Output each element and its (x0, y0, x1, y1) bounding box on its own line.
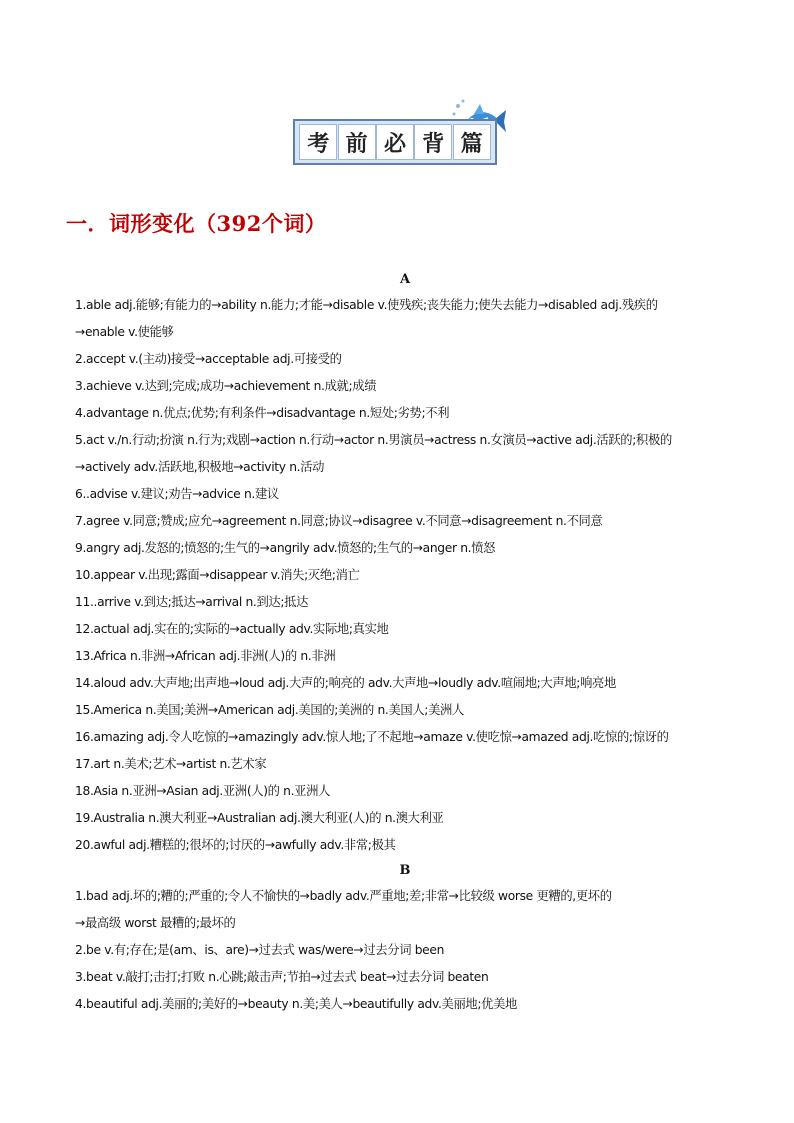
list-item: →actively adv.活跃地,积极地→activity n.活动 (75, 460, 325, 474)
banner-char: 背 (414, 124, 452, 160)
section-heading: 一．词形变化（392个词） (66, 211, 327, 236)
list-item: 14.aloud adv.大声地;出声地→loud adj.大声的;响亮的 adv.大声地→loudly adv.喧闹地;大声地;响亮地 (75, 676, 616, 690)
list-item: 18.Asia n.亚洲→Asian adj.亚洲(人)的 n.亚洲人 (75, 784, 331, 798)
list-item: 3.beat v.敲打;击打;打败 n.心跳;敲击声;节拍→过去式 beat→过去分词 beaten (75, 970, 489, 984)
list-item: 4.advantage n.优点;优势;有利条件→disadvantage n.短处;劣势;不利 (75, 406, 450, 420)
list-item: 11..arrive v.到达;抵达→arrival n.到达;抵达 (75, 595, 309, 609)
list-item: 10.appear v.出现;露面→disappear v.消失;灭绝;消亡 (75, 568, 360, 582)
list-item: 7.agree v.同意;赞成;应允→agreement n.同意;协议→disagree v.不同意→disagreement n.不同意 (75, 514, 603, 528)
list-item: →enable v.使能够 (75, 325, 174, 339)
list-item: 15.America n.美国;美洲→American adj.美国的;美洲的 n.美国人;美洲人 (75, 703, 464, 717)
banner-char: 必 (376, 124, 414, 160)
list-item: 1.able adj.能够;有能力的→ability n.能力;才能→disable v.使残疾;丧失能力;使失去能力→disabled adj.残疾的 (75, 298, 658, 312)
list-item: 4.beautiful adj.美丽的;美好的→beauty n.美;美人→beautifully adv.美丽地;优美地 (75, 997, 517, 1011)
list-item: →最高级 worst 最糟的;最坏的 (75, 916, 236, 930)
list-item: 19.Australia n.澳大利亚→Australian adj.澳大利亚(人)的 n.澳大利亚 (75, 811, 444, 825)
list-item: 17.art n.美术;艺术→artist n.艺术家 (75, 757, 267, 771)
list-item: 20.awful adj.糟糕的;很坏的;讨厌的→awfully adv.非常;极其 (75, 838, 396, 852)
list-item: 2.accept v.(主动)接受→acceptable adj.可接受的 (75, 352, 342, 366)
list-item: 1.bad adj.坏的;糟的;严重的;令人不愉快的→badly adv.严重地;差;非常→比较级 worse 更糟的,更坏的 (75, 889, 612, 903)
list-item: 16.amazing adj.令人吃惊的→amazingly adv.惊人地;了不起地→amaze v.使吃惊→amazed adj.吃惊的;惊讶的 (75, 730, 669, 744)
list-item: 3.achieve v.达到;完成;成功→achievement n.成就;成绩 (75, 379, 377, 393)
banner-char: 前 (338, 124, 376, 160)
banner-char: 考 (299, 124, 337, 160)
list-item: 5.act v./n.行动;扮演 n.行为;戏剧→action n.行动→actor n.男演员→actress n.女演员→active adj.活跃的;积极的 (75, 433, 672, 447)
vocabulary-list (75, 268, 735, 1018)
list-item: 13.Africa n.非洲→African adj.非洲(人)的 n.非洲 (75, 649, 336, 663)
letter-heading-a: A (399, 272, 411, 287)
letter-heading-b: B (399, 863, 411, 878)
list-item: 2.be v.有;存在;是(am、is、are)→过去式 was/were→过去分词 been (75, 943, 445, 957)
list-item: 6..advise v.建议;劝告→advice n.建议 (75, 487, 279, 501)
list-item: 9.angry adj.发怒的;愤怒的;生气的→angrily adv.愤怒的;生气的→anger n.愤怒 (75, 541, 496, 555)
banner-char: 篇 (453, 124, 491, 160)
list-item: 12.actual adj.实在的;实际的→actually adv.实际地;真实地 (75, 622, 389, 636)
title-banner (293, 119, 497, 165)
